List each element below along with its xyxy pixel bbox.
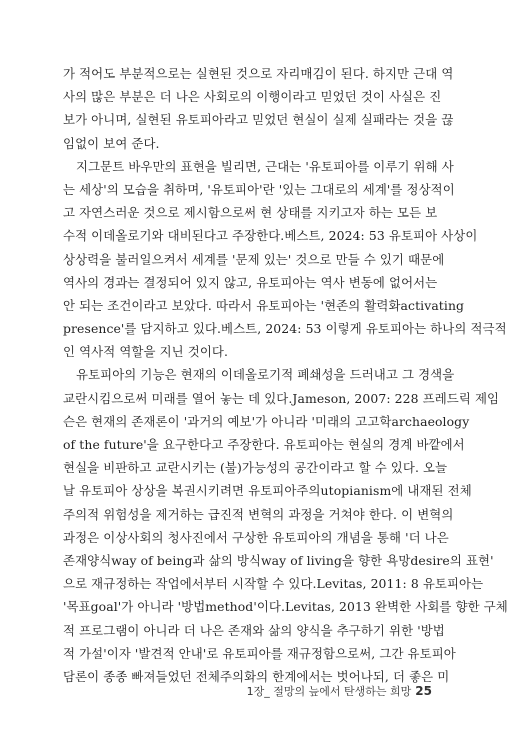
text-line: 슨은 현재의 존재론이 '과거의 예보'가 아니라 '미래의 고고학archaeology [63, 413, 470, 429]
text-line: 인 역사적 역할을 지닌 것이다. [63, 344, 229, 360]
text-line: 사의 많은 부분은 더 나은 사회로의 이행이라고 믿었던 것이 사실은 진 [63, 89, 442, 105]
text-line: 담론이 종종 빠져들었던 전체주의화의 한계에서는 벗어나되, 더 좋은 미 [63, 668, 450, 684]
text-line: 보가 아니며, 실현된 유토피아라고 믿었던 현실이 실제 실패라는 것을 끊 [63, 112, 454, 128]
text-line: 주의적 위험성을 제거하는 급진적 변혁의 과정을 거쳐야 한다. 이 변혁의 [63, 506, 454, 522]
chapter-title: 1장_ 절망의 늪에서 탄생하는 희망 [246, 685, 412, 698]
page-number: 25 [415, 684, 432, 698]
text-line: 고 자연스러운 것으로 제시함으로써 현 상태를 지키고자 하는 모든 보 [63, 205, 438, 221]
text-line: presence'를 담지하고 있다.베스트, 2024: 53 이렇게 유토피아는 하나의 적극적 [63, 321, 507, 337]
text-line: 현실을 비판하고 교란시키는 (불)가능성의 공간이라고 할 수 있다. 오늘 [63, 460, 448, 476]
body-text [63, 62, 508, 688]
text-line: 가 적어도 부분적으로는 실현된 것으로 자리매김이 된다. 하지만 근대 역 [63, 66, 454, 81]
text-line: 상상력을 불러일으켜서 세계를 '문제 있는' 것으로 만들 수 있기 때문에 [63, 251, 445, 267]
running-footer [247, 683, 432, 699]
text-line: 역사의 경과는 결정되어 있지 않고, 유토피아는 역사 변동에 없어서는 [63, 274, 438, 290]
text-line: 교란시킴으로써 미래를 열어 놓는 데 있다.Jameson, 2007: 228 프레드릭 제임 [63, 390, 500, 406]
text-line: 적 프로그램이 아니라 더 나은 존재와 삶의 양식을 추구하기 위한 '방법 [63, 622, 445, 638]
text-line: of the future'을 요구한다고 주장한다. 유토피아는 현실의 경계 바깥에서 [63, 437, 465, 452]
text-line: 적 가설'이자 '발견적 안내'로 유토피아를 재규정함으로써, 그간 유토피아 [63, 645, 456, 661]
text-line: '목표goal'가 아니라 '방법method'이다.Levitas, 2013 완벽한 사회를 향한 구체 [63, 599, 508, 615]
text-line: 존재양식way of being과 삶의 방식way of living을 향한 욕망desire의 표현' [63, 552, 494, 568]
text-line: 안 되는 조건이라고 보았다. 따라서 유토피아는 '현존의 활력화activating [63, 297, 465, 313]
text-line: 임없이 보여 준다. [63, 135, 160, 151]
text-line: 날 유토피아 상상을 복권시키려면 유토피아주의utopianism에 내재된 전체 [63, 483, 472, 499]
text-line: 지그문트 바우만의 표현을 빌리면, 근대는 '유토피아를 이루기 위해 사 [76, 158, 454, 174]
text-line: 유토피아의 기능은 현재의 이데올로기적 폐쇄성을 드러내고 그 경색을 [76, 367, 455, 383]
text-line: 수적 이데올로기와 대비된다고 주장한다.베스트, 2024: 53 유토피아 사상이 [63, 228, 478, 244]
text-line: 과정은 이상사회의 청사진에서 구상한 유토피아의 개념을 통해 '더 나은 [63, 529, 449, 545]
text-line: 는 세상'의 모습을 취하며, '유토피아'란 '있는 그대로의 세계'를 정상적이 [63, 181, 455, 197]
text-line: 으로 재규정하는 작업에서부터 시작할 수 있다.Levitas, 2011: 8 유토피아는 [63, 576, 484, 592]
